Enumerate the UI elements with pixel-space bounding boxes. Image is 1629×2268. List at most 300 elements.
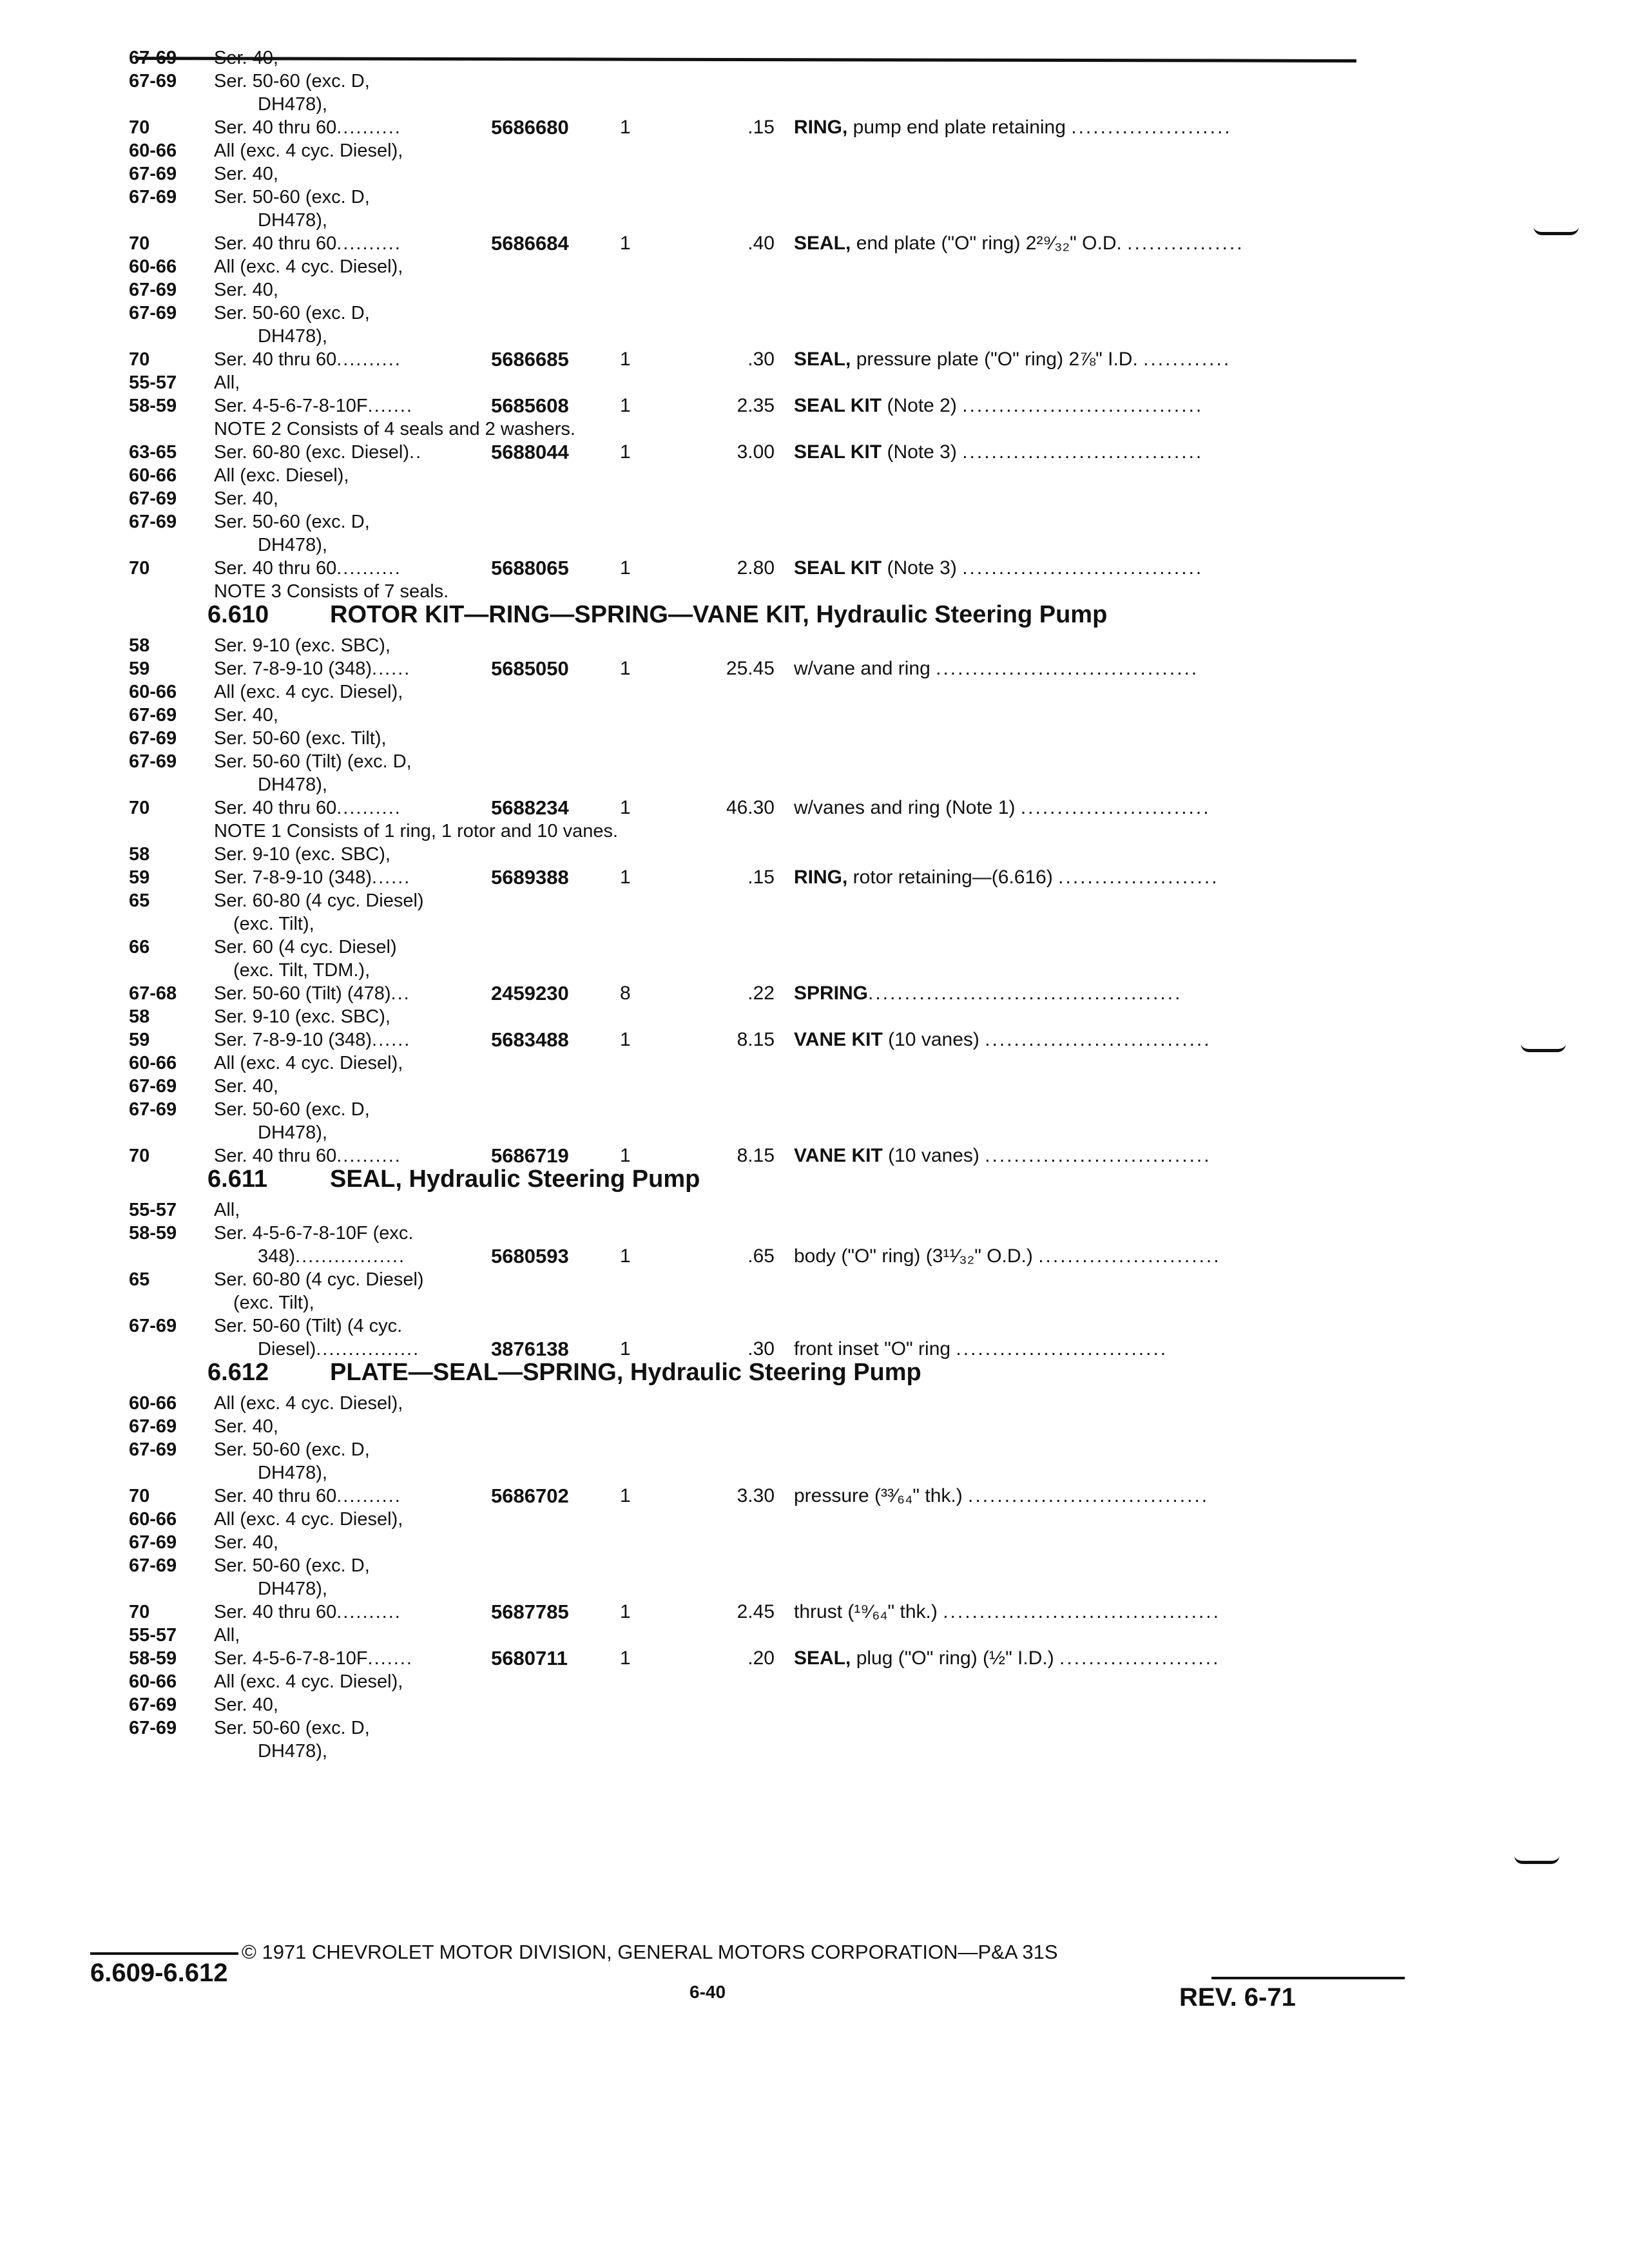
part-number: 5683488 xyxy=(491,1028,569,1051)
model-year: 58-59 xyxy=(129,1648,177,1669)
application-text: Ser. 40, xyxy=(214,1532,278,1553)
leader-dots: ................................. xyxy=(962,395,1204,416)
part-name xyxy=(794,796,1348,820)
part-name-keyword: SPRING xyxy=(794,983,869,1004)
table-row xyxy=(111,533,1374,557)
part-name-keyword: SEAL KIT xyxy=(794,395,882,416)
model-year: 67-69 xyxy=(129,1416,177,1437)
table-row xyxy=(111,1554,1374,1577)
model-year: 70 xyxy=(129,1486,150,1506)
application-text: Ser. 50-60 (exc. D, xyxy=(214,303,370,323)
table-row xyxy=(111,773,1374,796)
part-name-text: (10 vanes) xyxy=(882,1145,985,1166)
table-row xyxy=(111,1693,1374,1716)
application-desc xyxy=(214,843,390,866)
row-note: NOTE 3 Consists of 7 seals. xyxy=(214,581,449,602)
price: 2.35 xyxy=(737,395,775,416)
model-year: 60-66 xyxy=(129,256,177,277)
application-text: All (exc. 4 cyc. Diesel), xyxy=(214,140,403,161)
model-year: 60-66 xyxy=(129,682,177,702)
part-name-text: end plate ("O" ring) 2²⁹⁄₃₂" O.D. xyxy=(851,233,1128,254)
table-row xyxy=(111,634,1374,657)
price: 3.00 xyxy=(737,441,775,463)
application-text: Ser. 7-8-9-10 (348) xyxy=(214,1030,372,1050)
application-desc xyxy=(214,255,403,278)
leader-dots: .. xyxy=(409,442,423,463)
table-row xyxy=(111,1740,1374,1763)
page-footer xyxy=(90,1936,1327,2026)
quantity: 1 xyxy=(620,1485,631,1506)
application-text: Ser. 40, xyxy=(214,1076,278,1097)
application-desc xyxy=(258,1338,419,1361)
table-row xyxy=(111,209,1374,232)
table-row xyxy=(111,1144,1374,1168)
application-desc xyxy=(233,959,370,982)
section-6612-rows xyxy=(111,1392,1374,1763)
part-number: 5680593 xyxy=(491,1245,569,1267)
row-note: NOTE 1 Consists of 1 ring, 1 rotor and 10 vanes. xyxy=(214,821,619,841)
part-name xyxy=(794,1028,1348,1052)
application-text: Ser. 50-60 (exc. D, xyxy=(214,71,370,91)
application-text: Ser. 50-60 (Tilt) (478) xyxy=(214,983,391,1004)
model-year: 60-66 xyxy=(129,1393,177,1414)
application-text: DH478), xyxy=(258,535,327,555)
part-name-text: rotor retaining—(6.616) xyxy=(847,867,1059,888)
table-row xyxy=(111,46,1374,70)
leader-dots: ....... xyxy=(367,1648,413,1669)
leader-dots: ................................. xyxy=(968,1485,1210,1506)
table-row xyxy=(111,1485,1374,1508)
application-text: Ser. 40, xyxy=(214,48,278,68)
model-year: 67-69 xyxy=(129,303,177,323)
application-desc xyxy=(214,982,410,1005)
model-year: 67-69 xyxy=(129,1076,177,1097)
table-row xyxy=(111,1508,1374,1531)
part-name-text: pressure plate ("O" ring) 2⅞" I.D. xyxy=(851,349,1144,370)
part-name xyxy=(794,1245,1348,1268)
table-row xyxy=(111,936,1374,959)
quantity: 1 xyxy=(620,349,631,370)
leader-dots: .......... xyxy=(336,349,401,370)
application-desc xyxy=(214,1075,278,1098)
part-name xyxy=(794,657,1348,680)
application-desc xyxy=(233,912,314,936)
application-text: DH478), xyxy=(258,210,327,231)
table-row xyxy=(111,1198,1374,1222)
leader-dots: ................................. xyxy=(962,441,1204,463)
application-text: Ser. 40 thru 60 xyxy=(214,1146,337,1166)
application-desc xyxy=(214,796,401,820)
application-text: (exc. Tilt), xyxy=(233,914,314,934)
footer-rule-left xyxy=(90,1952,238,1955)
application-desc xyxy=(214,394,413,418)
part-number: 5689388 xyxy=(491,866,569,889)
part-name xyxy=(794,441,1348,464)
application-text: Ser. 50-60 (exc. D, xyxy=(214,187,370,207)
model-year: 58-59 xyxy=(129,396,177,416)
table-row xyxy=(111,1600,1374,1624)
table-row xyxy=(111,302,1374,325)
part-number: 5686719 xyxy=(491,1144,569,1167)
table-row xyxy=(111,1052,1374,1075)
application-desc xyxy=(214,1268,424,1291)
application-text: Ser. 7-8-9-10 (348) xyxy=(214,867,372,888)
application-text: Ser. 40, xyxy=(214,164,278,184)
application-desc xyxy=(258,325,327,348)
table-row xyxy=(111,139,1374,162)
application-desc xyxy=(214,139,403,162)
part-name-keyword: RING, xyxy=(794,117,848,138)
quantity: 1 xyxy=(620,867,631,888)
table-row xyxy=(111,1075,1374,1098)
row-note: NOTE 2 Consists of 4 seals and 2 washers. xyxy=(214,419,575,439)
model-year: 70 xyxy=(129,1146,150,1166)
application-text: All (exc. Diesel), xyxy=(214,465,349,486)
application-desc xyxy=(214,1144,401,1168)
application-text: Ser. 40, xyxy=(214,1695,278,1715)
part-name-text: thrust (¹⁹⁄₆₄" thk.) xyxy=(794,1601,943,1622)
application-text: DH478), xyxy=(258,94,327,115)
model-year: 67-69 xyxy=(129,1718,177,1738)
part-name xyxy=(794,394,1348,418)
application-desc xyxy=(214,441,422,464)
application-desc xyxy=(214,70,370,93)
leader-dots: ....... xyxy=(367,396,413,416)
leader-dots: ............................... xyxy=(985,1145,1211,1166)
part-name-text: front inset "O" ring xyxy=(794,1338,956,1360)
leader-dots: .......................... xyxy=(1020,797,1211,818)
table-row xyxy=(111,912,1374,936)
leader-dots: ...................... xyxy=(1071,117,1232,138)
leader-dots: .......... xyxy=(336,117,401,138)
price: .20 xyxy=(747,1648,775,1669)
part-name xyxy=(794,1647,1348,1670)
part-name-text: w/vane and ring xyxy=(794,658,936,679)
price: .22 xyxy=(747,983,775,1004)
section-6609-continued xyxy=(111,46,1374,603)
application-desc xyxy=(258,1577,327,1600)
model-year: 55-57 xyxy=(129,1200,177,1220)
table-row xyxy=(111,1245,1374,1268)
application-text: DH478), xyxy=(258,774,327,795)
application-text: Ser. 60-80 (4 cyc. Diesel) xyxy=(214,890,424,911)
application-desc xyxy=(214,278,278,302)
margin-mark xyxy=(1534,227,1579,235)
application-desc xyxy=(214,1198,240,1222)
table-row xyxy=(111,1268,1374,1291)
leader-dots: .......... xyxy=(336,1486,401,1506)
application-desc xyxy=(258,773,327,796)
part-name-keyword: SEAL, xyxy=(794,1648,851,1669)
quantity: 1 xyxy=(620,1029,631,1050)
application-desc xyxy=(214,1716,370,1740)
application-text: Ser. 50-60 (exc. D, xyxy=(214,1439,370,1460)
quantity: 1 xyxy=(620,233,631,254)
price: 2.80 xyxy=(737,557,775,579)
model-year: 67-69 xyxy=(129,1695,177,1715)
model-year: 58 xyxy=(129,844,150,865)
table-row xyxy=(111,186,1374,209)
price: 25.45 xyxy=(726,658,775,679)
application-desc xyxy=(214,704,278,727)
table-row xyxy=(111,1415,1374,1438)
model-year: 70 xyxy=(129,233,150,254)
application-desc xyxy=(214,1508,403,1531)
part-number: 5685050 xyxy=(491,657,569,680)
application-text: Ser. 40 thru 60 xyxy=(214,233,337,254)
application-desc xyxy=(214,1052,403,1075)
leader-dots: .......... xyxy=(336,1602,401,1622)
table-row xyxy=(111,580,1374,603)
part-name-text: (10 vanes) xyxy=(882,1029,985,1050)
table-row xyxy=(111,1670,1374,1693)
table-row xyxy=(111,371,1374,394)
part-name xyxy=(794,348,1348,371)
leader-dots: ............................... xyxy=(985,1029,1211,1050)
price: .40 xyxy=(747,233,775,254)
application-text: Ser. 4-5-6-7-8-10F (exc. xyxy=(214,1223,414,1244)
application-text: All (exc. 4 cyc. Diesel), xyxy=(214,1053,403,1073)
footer-rule-right xyxy=(1211,1977,1405,1979)
table-row xyxy=(111,1716,1374,1740)
part-name xyxy=(794,116,1348,139)
application-desc xyxy=(214,116,401,139)
application-desc xyxy=(214,186,370,209)
application-text: Ser. 50-60 (exc. D, xyxy=(214,1099,370,1120)
table-row xyxy=(111,1098,1374,1121)
application-desc xyxy=(214,1028,410,1052)
part-number: 3876138 xyxy=(491,1338,569,1360)
application-desc xyxy=(214,1098,370,1121)
application-desc xyxy=(258,1245,405,1268)
application-desc xyxy=(214,557,401,580)
part-number: 5688065 xyxy=(491,557,569,579)
price: .15 xyxy=(747,867,775,888)
part-number: 5688234 xyxy=(491,796,569,819)
model-year: 59 xyxy=(129,658,150,679)
application-text: Ser. 9-10 (exc. SBC), xyxy=(214,844,390,865)
model-year: 59 xyxy=(129,1030,150,1050)
model-year: 70 xyxy=(129,558,150,579)
table-row xyxy=(111,820,1374,843)
table-row xyxy=(111,162,1374,186)
footer-page-number: 6-40 xyxy=(689,1982,726,2002)
application-text: Ser. 40 thru 60 xyxy=(214,117,337,138)
leader-dots: .......... xyxy=(336,558,401,579)
section-number: 6.612 xyxy=(207,1359,269,1386)
model-year: 67-69 xyxy=(129,280,177,300)
part-name-text: pump end plate retaining xyxy=(847,117,1072,138)
application-desc xyxy=(214,680,403,704)
application-desc xyxy=(214,1647,413,1670)
model-year: 60-66 xyxy=(129,1053,177,1073)
quantity: 1 xyxy=(620,557,631,579)
quantity: 8 xyxy=(620,983,631,1004)
model-year: 67-69 xyxy=(129,488,177,509)
part-number: 5686684 xyxy=(491,232,569,255)
application-text: DH478), xyxy=(258,1741,327,1762)
part-name-text: pressure (³³⁄₆₄" thk.) xyxy=(794,1485,969,1506)
model-year: 60-66 xyxy=(129,1509,177,1530)
footer-section-range: 6.609-6.612 xyxy=(90,1959,228,1987)
application-desc xyxy=(214,1392,403,1415)
part-name xyxy=(794,1338,1348,1361)
section-number: 6.610 xyxy=(207,601,269,628)
model-year: 67-69 xyxy=(129,187,177,207)
table-row xyxy=(111,487,1374,510)
section-title: SEAL, Hydraulic Steering Pump xyxy=(330,1166,700,1193)
table-row xyxy=(111,727,1374,750)
model-year: 67-69 xyxy=(129,1316,177,1336)
application-text: Ser. 50-60 (exc. D, xyxy=(214,1718,370,1738)
part-number: 5680711 xyxy=(491,1647,568,1669)
table-row xyxy=(111,1624,1374,1647)
table-row xyxy=(111,982,1374,1005)
application-text: DH478), xyxy=(258,1579,327,1599)
part-name-text: w/vanes and ring (Note 1) xyxy=(794,797,1021,818)
quantity: 1 xyxy=(620,441,631,463)
table-row xyxy=(111,232,1374,255)
table-row xyxy=(111,657,1374,680)
section-6610-rows xyxy=(111,634,1374,1168)
application-text: DH478), xyxy=(258,326,327,347)
leader-dots: .......... xyxy=(336,798,401,818)
model-year: 58 xyxy=(129,1006,150,1027)
quantity: 1 xyxy=(620,1245,631,1267)
table-row xyxy=(111,866,1374,889)
table-row xyxy=(111,116,1374,139)
application-desc xyxy=(214,634,390,657)
quantity: 1 xyxy=(620,395,631,416)
price: 8.15 xyxy=(737,1145,775,1166)
leader-dots: ...... xyxy=(372,1030,411,1050)
application-text: All (exc. 4 cyc. Diesel), xyxy=(214,682,403,702)
model-year: 67-69 xyxy=(129,1439,177,1460)
application-text: All (exc. 4 cyc. Diesel), xyxy=(214,256,403,277)
application-text: Ser. 40, xyxy=(214,705,278,726)
table-row xyxy=(111,796,1374,820)
leader-dots: ......................... xyxy=(1038,1245,1221,1267)
model-year: 70 xyxy=(129,1602,150,1622)
part-name-keyword: SEAL, xyxy=(794,233,851,254)
application-desc xyxy=(258,93,327,116)
application-text: Diesel) xyxy=(258,1339,316,1360)
table-row xyxy=(111,1222,1374,1245)
application-text: Ser. 50-60 (Tilt) (exc. D, xyxy=(214,751,412,772)
table-row xyxy=(111,1392,1374,1415)
application-text: Ser. 4-5-6-7-8-10F xyxy=(214,1648,368,1669)
quantity: 1 xyxy=(620,797,631,818)
part-name-keyword: RING, xyxy=(794,867,848,888)
part-name-text: (Note 3) xyxy=(882,557,963,579)
application-desc xyxy=(214,657,410,680)
parts-catalog-page xyxy=(111,46,1374,1763)
section-number: 6.611 xyxy=(207,1166,267,1193)
model-year: 67-69 xyxy=(129,751,177,772)
leader-dots: ...... xyxy=(372,658,411,679)
model-year: 67-69 xyxy=(129,1555,177,1576)
application-text: Ser. 50-60 (exc. D, xyxy=(214,512,370,532)
table-row xyxy=(111,1291,1374,1314)
section-heading-6612 xyxy=(111,1361,1374,1392)
part-number: 5686685 xyxy=(491,348,569,370)
model-year: 70 xyxy=(129,798,150,818)
part-number: 5687785 xyxy=(491,1600,569,1623)
application-text: All, xyxy=(214,372,240,393)
part-name xyxy=(794,1485,1348,1508)
price: 3.30 xyxy=(737,1485,775,1506)
leader-dots: ...................... xyxy=(1058,867,1219,888)
leader-dots: ............ xyxy=(1143,349,1231,370)
application-text: Ser. 40, xyxy=(214,1416,278,1437)
application-text: Ser. 7-8-9-10 (348) xyxy=(214,658,372,679)
quantity: 1 xyxy=(620,117,631,138)
leader-dots: ...... xyxy=(372,867,411,888)
footer-revision: REV. 6-71 xyxy=(1179,1983,1296,2012)
part-number: 5686680 xyxy=(491,116,569,139)
table-row xyxy=(111,843,1374,866)
application-text: Ser. 40 thru 60 xyxy=(214,1486,337,1506)
application-text: DH478), xyxy=(258,1463,327,1483)
price: .30 xyxy=(747,1338,775,1360)
model-year: 67-69 xyxy=(129,164,177,184)
application-text: Ser. 40 thru 60 xyxy=(214,349,337,370)
price: .65 xyxy=(747,1245,775,1267)
application-text: All (exc. 4 cyc. Diesel), xyxy=(214,1671,403,1692)
application-text: Ser. 9-10 (exc. SBC), xyxy=(214,1006,390,1027)
table-row xyxy=(111,1028,1374,1052)
model-year: 60-66 xyxy=(129,1671,177,1692)
application-desc xyxy=(214,371,240,394)
table-row xyxy=(111,959,1374,982)
model-year: 58-59 xyxy=(129,1223,177,1244)
part-number: 2459230 xyxy=(491,982,569,1004)
price: 2.45 xyxy=(737,1601,775,1622)
table-row xyxy=(111,1005,1374,1028)
table-row xyxy=(111,1314,1374,1338)
application-desc xyxy=(214,1222,413,1245)
application-text: Ser. 40, xyxy=(214,488,278,509)
application-text: Ser. 40, xyxy=(214,280,278,300)
table-row xyxy=(111,464,1374,487)
model-year: 65 xyxy=(129,890,150,911)
application-text: Ser. 40 thru 60 xyxy=(214,558,337,579)
quantity: 1 xyxy=(620,658,631,679)
model-year: 65 xyxy=(129,1269,150,1290)
model-year: 67-69 xyxy=(129,1099,177,1120)
table-row xyxy=(111,1438,1374,1461)
table-row xyxy=(111,348,1374,371)
part-name-keyword: SEAL, xyxy=(794,349,851,370)
table-row xyxy=(111,70,1374,93)
section-heading-6611 xyxy=(111,1168,1374,1198)
application-text: (exc. Tilt), xyxy=(233,1293,314,1313)
model-year: 60-66 xyxy=(129,140,177,161)
section-title: PLATE—SEAL—SPRING, Hydraulic Steering Pump xyxy=(330,1359,921,1386)
price: .30 xyxy=(747,349,775,370)
application-desc xyxy=(214,510,370,533)
part-name-keyword: SEAL KIT xyxy=(794,441,882,463)
part-name-keyword: VANE KIT xyxy=(794,1145,883,1166)
application-text: Ser. 60 (4 cyc. Diesel) xyxy=(214,937,397,957)
section-title: ROTOR KIT—RING—SPRING—VANE KIT, Hydraulic Steering Pump xyxy=(330,601,1108,628)
application-desc xyxy=(214,889,424,912)
application-desc xyxy=(214,46,278,70)
application-text: Ser. 40 thru 60 xyxy=(214,1602,337,1622)
application-desc xyxy=(258,533,327,557)
application-desc xyxy=(214,1415,278,1438)
application-text: All, xyxy=(214,1200,240,1220)
